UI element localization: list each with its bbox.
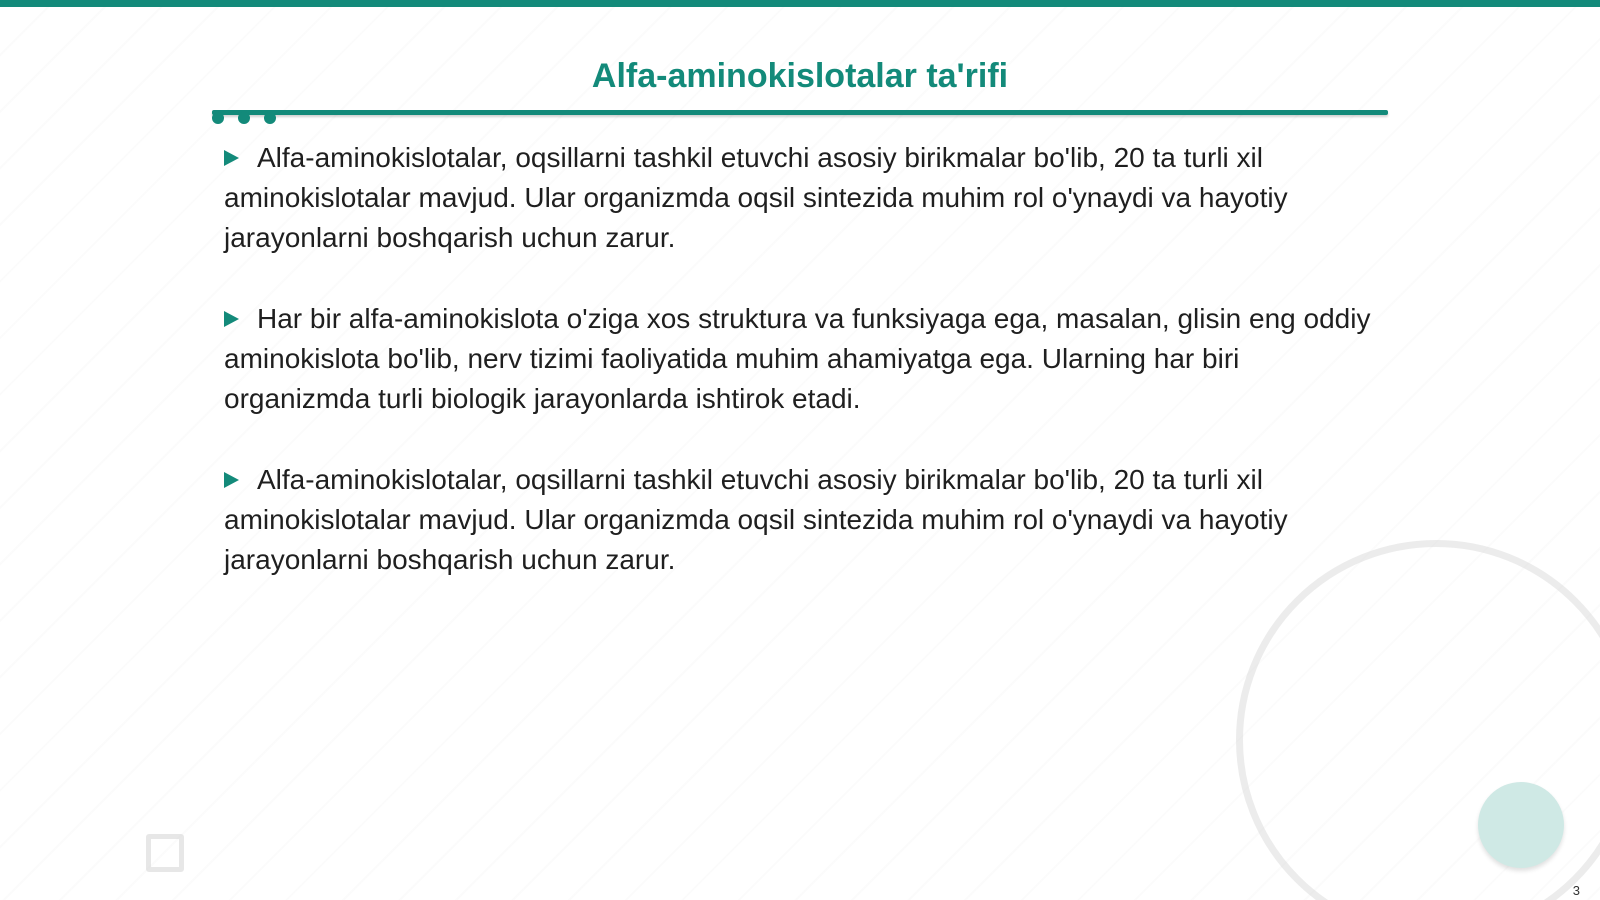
slide-title: Alfa-aminokislotalar ta'rifi [591,57,1009,95]
bullet-item [224,460,1384,580]
decorative-square [146,834,184,872]
bullet-text: Har bir alfa-aminokislota o'ziga xos struktura va funksiyaga ega, masalan, glisin eng oddiy aminokislota bo'lib, nerv tizimi faoliyatida muhim ahamiyatga ega. Ularning har biri organizmda turli biologik jarayonlarda ishtirok etadi. [224,303,1371,414]
title-underline [212,110,1388,115]
decorative-dot [212,112,224,124]
triangle-right-icon [224,311,239,327]
bullet-text: Alfa-aminokislotalar, oqsillarni tashkil etuvchi asosiy birikmalar bo'lib, 20 ta turli xil aminokislotalar mavjud. Ular organizmda oqsil sintezida muhim rol o'ynaydi va hayotiy jarayonlarni boshqarish uchun zarur. [224,142,1288,253]
page-number: 3 [1572,883,1580,898]
bullet-item [224,138,1384,258]
bullet-text: Alfa-aminokislotalar, oqsillarni tashkil etuvchi asosiy birikmalar bo'lib, 20 ta turli xil aminokislotalar mavjud. Ular organizmda oqsil sintezida muhim rol o'ynaydi va hayotiy jarayonlarni boshqarish uchun zarur. [224,464,1288,575]
decorative-circle [1478,782,1564,868]
bullet-list [224,138,1384,621]
triangle-right-icon [224,472,239,488]
bullet-item [224,299,1384,419]
top-accent-bar [0,0,1600,7]
triangle-right-icon [224,150,239,166]
decorative-dot [238,112,250,124]
decorative-dot [264,112,276,124]
